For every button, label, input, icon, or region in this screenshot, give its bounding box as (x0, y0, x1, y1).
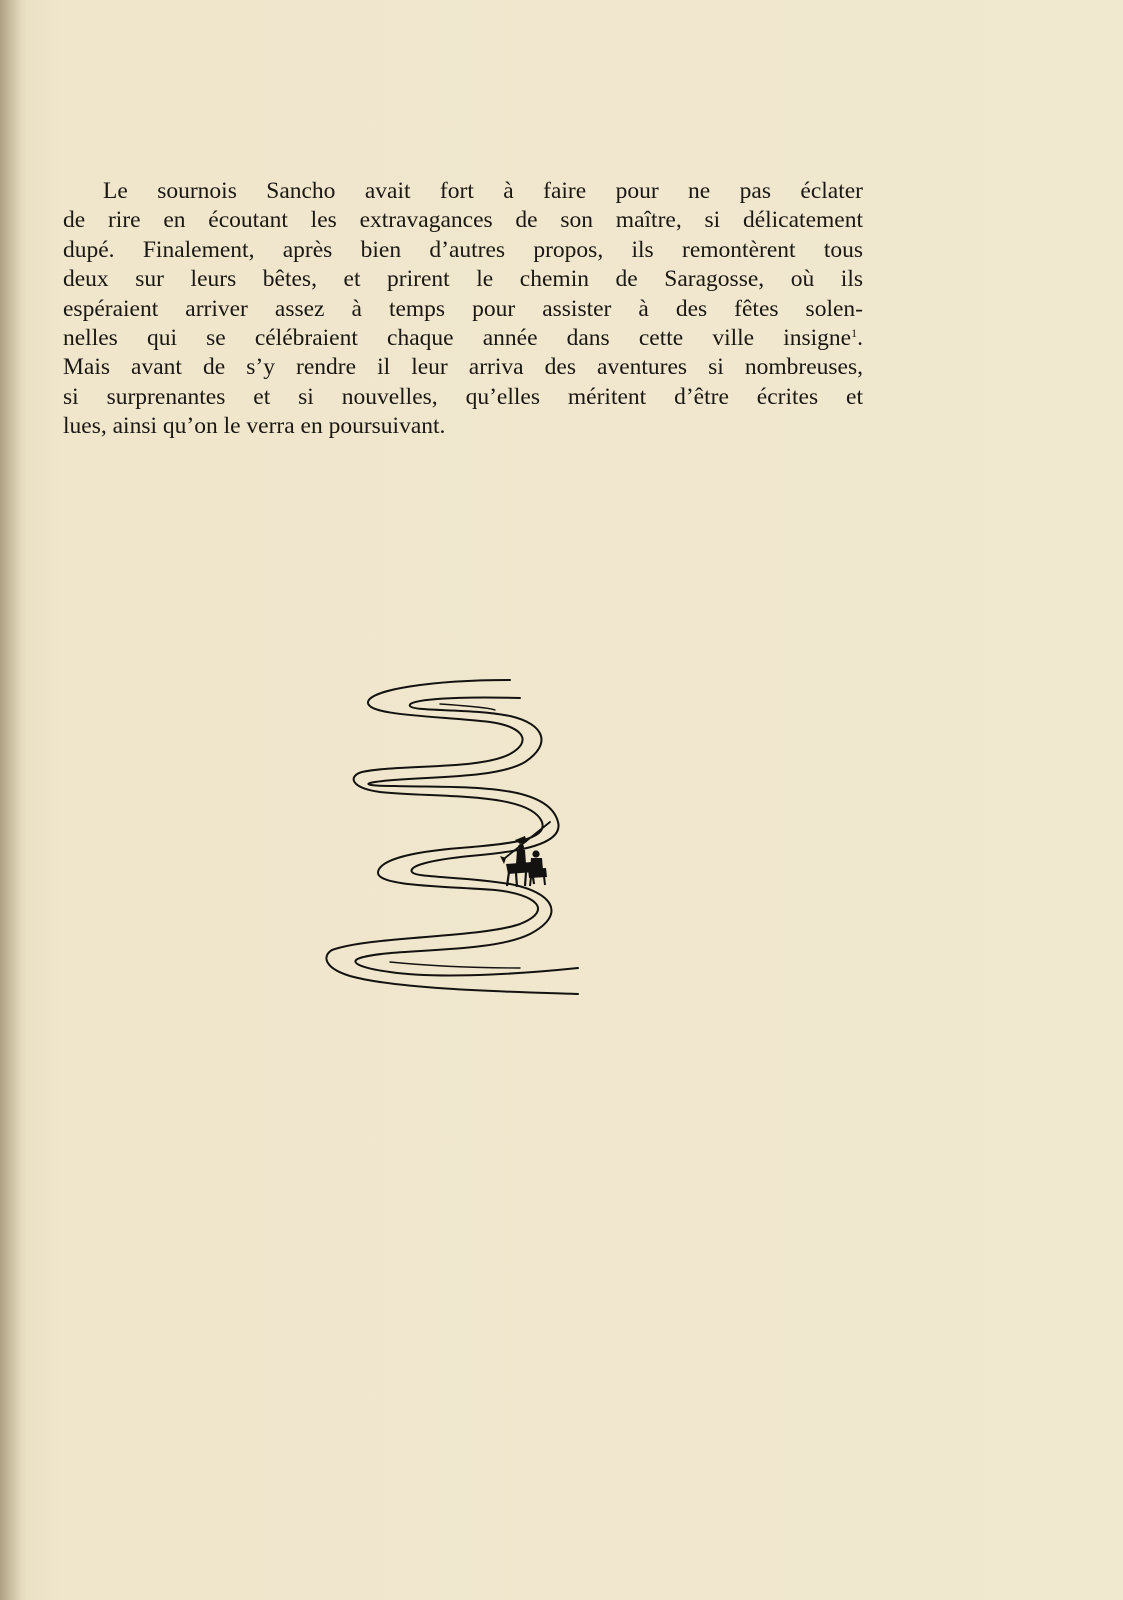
text-line: lues, ainsi qu’on le verra en poursuivant. (63, 413, 446, 440)
winding-road-knight-squire-icon (320, 672, 600, 1017)
text-line: deux sur leurs bêtes, et prirent le chemin de Saragosse, où ils (63, 266, 863, 293)
text-line: espéraient arriver assez à temps pour assister à des fêtes solen- (63, 295, 863, 322)
binding-gutter-shadow (0, 0, 22, 1600)
text-line: dupé. Finalement, après bien d’autres propos, ils remontèrent tous (63, 236, 863, 263)
footnote-marker: 1 (851, 326, 858, 341)
road-outer-edge (326, 680, 578, 994)
body-paragraph (63, 177, 863, 442)
text-line: si surprenantes et si nouvelles, qu’elles méritent d’être écrites et (63, 383, 863, 410)
text-line-with-footnote (63, 324, 863, 353)
text-line: Le sournois Sancho avait fort à faire pour ne pas éclater (103, 178, 863, 204)
road-centre-line (390, 962, 520, 968)
lance (505, 822, 550, 858)
text-line: Mais avant de s’y rendre il leur arriva des aventures si nombreuses, (63, 354, 863, 381)
road-centre-line (440, 704, 495, 710)
text-line: de rire en écoutant les extravagances de son maître, si délicatement (63, 207, 863, 234)
text-line: nelles qui se célébraient chaque année dans cette ville insigne (63, 325, 852, 352)
line-end-punctuation: . (857, 325, 863, 352)
